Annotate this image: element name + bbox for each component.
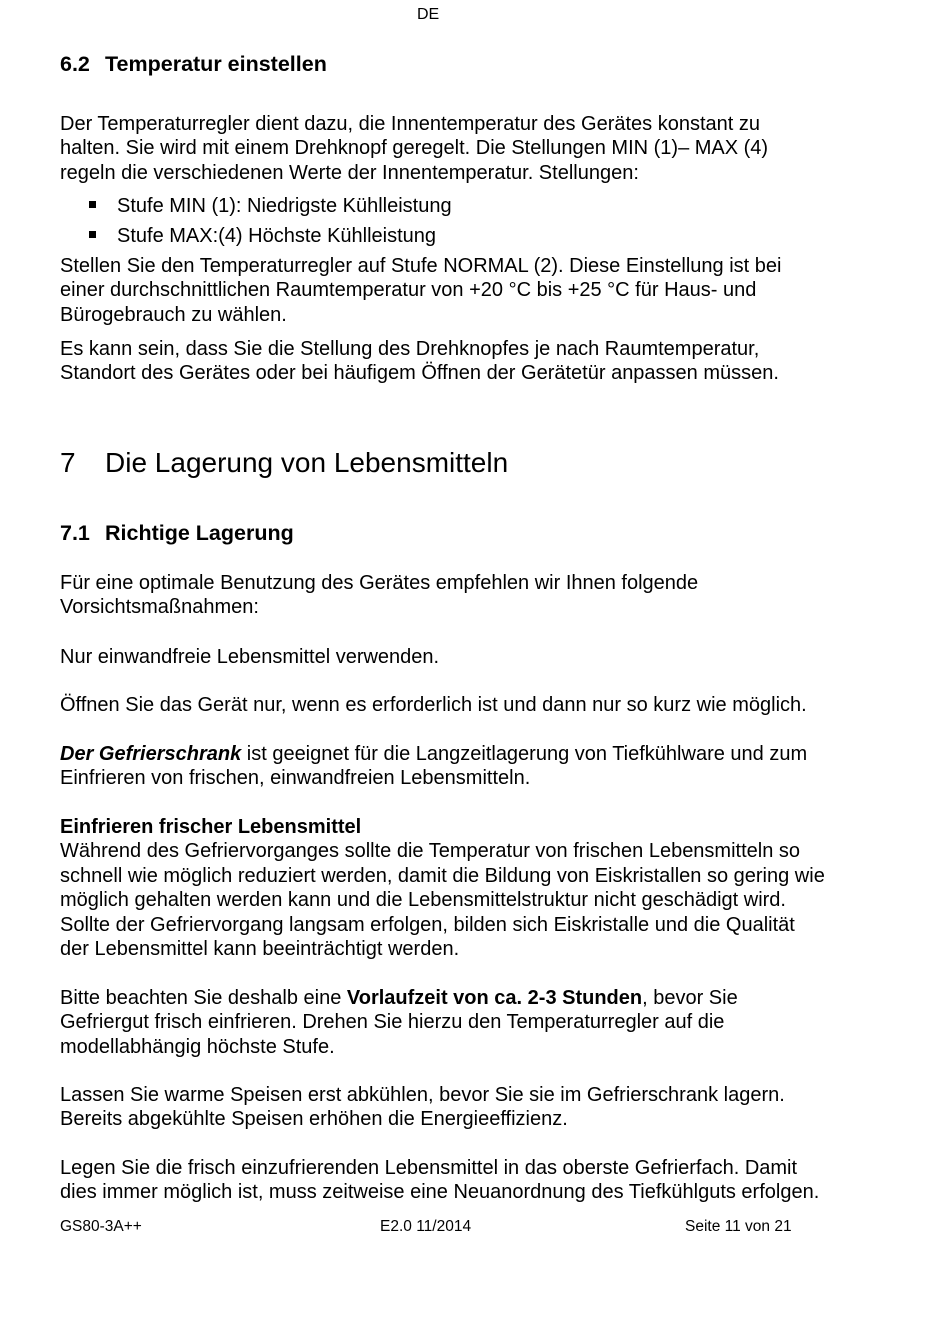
freezing-heading: Einfrieren frischer Lebensmittel xyxy=(60,816,362,838)
section-6-2-normal-setting xyxy=(60,254,781,327)
text-line: Sollte der Gefriervorgang langsam erfolgen, bilden sich Eiskristalle und die Qualität xyxy=(60,913,795,936)
text-line: einer durchschnittlichen Raumtemperatur von +20 °C bis +25 °C für Haus- und xyxy=(60,279,757,302)
lead-time-pre: Bitte beachten Sie deshalb eine xyxy=(60,987,347,1009)
bullet-square-icon xyxy=(89,201,96,208)
text-line: schnell wie möglich reduziert werden, damit die Bildung von Eiskristallen so gering wie xyxy=(60,864,825,887)
lead-time-bold: Vorlaufzeit von ca. 2-3 Stunden xyxy=(346,987,643,1009)
section-6-2-intro xyxy=(60,112,768,185)
text-line: regeln die verschiedenen Werte der Innentemperatur. Stellungen: xyxy=(60,161,639,184)
footer-page-number: Seite 11 von 21 xyxy=(685,1218,792,1235)
freezer-purpose xyxy=(60,742,807,791)
text-line: Vorsichtsmaßnahmen: xyxy=(60,596,259,619)
footer-model: GS80-3A++ xyxy=(60,1218,142,1235)
freezing-section xyxy=(60,815,825,961)
door-opening-note: Öffnen Sie das Gerät nur, wenn es erforderlich ist und dann nur so kurz wie möglich. xyxy=(60,694,807,716)
section-7-1-number: 7.1 xyxy=(60,521,90,545)
text-line: Bürogebrauch zu wählen. xyxy=(60,303,287,326)
freezer-emphasis: Der Gefrierschrank xyxy=(60,743,242,765)
bullet-item-max: Stufe MAX:(4) Höchste Kühlleistung xyxy=(117,225,437,247)
compartment-note xyxy=(60,1156,819,1205)
section-7-1-title: Richtige Lagerung xyxy=(105,521,294,545)
bullet-square-icon xyxy=(89,231,96,238)
bullet-item-min: Stufe MIN (1): Niedrigste Kühlleistung xyxy=(117,195,452,217)
text-line: Während des Gefriervorganges sollte die Temperatur von frischen Lebensmitteln so xyxy=(60,840,801,863)
text-line: Einfrieren von frischen, einwandfreien Lebensmitteln. xyxy=(60,767,531,790)
text-line: dies immer möglich ist, muss zeitweise eine Neuanordnung des Tiefkühlguts erfolgen. xyxy=(60,1181,820,1204)
text-line: modellabhängig höchste Stufe. xyxy=(60,1035,335,1058)
warm-food-note xyxy=(60,1083,785,1132)
section-6-2-adjust-note xyxy=(60,337,779,386)
text-line: Stellen Sie den Temperaturregler auf Stufe NORMAL (2). Diese Einstellung ist bei xyxy=(60,255,782,277)
text-line: Der Temperaturregler dient dazu, die Innentemperatur des Gerätes konstant zu xyxy=(60,113,761,135)
text-line: Es kann sein, dass Sie die Stellung des Drehknopfes je nach Raumtemperatur, xyxy=(60,338,760,360)
text-line: halten. Sie wird mit einem Drehknopf geregelt. Die Stellungen MIN (1)– MAX (4) xyxy=(60,137,769,160)
lead-time-note xyxy=(60,986,738,1059)
food-quality-note: Nur einwandfreie Lebensmittel verwenden. xyxy=(60,646,440,668)
section-7-title: Die Lagerung von Lebensmitteln xyxy=(105,447,509,478)
section-6-2-number: 6.2 xyxy=(60,52,90,76)
text-line: Bereits abgekühlte Speisen erhöhen die Energieeffizienz. xyxy=(60,1108,568,1131)
footer-version: E2.0 11/2014 xyxy=(380,1218,472,1235)
text-line xyxy=(60,742,807,766)
lead-time-post: , bevor Sie xyxy=(642,987,738,1009)
text-line: Gefriergut frisch einfrieren. Drehen Sie hierzu den Temperaturregler auf die xyxy=(60,1011,725,1034)
freezer-purpose-text: ist geeignet für die Langzeitlagerung von Tiefkühlware und zum xyxy=(241,743,808,765)
text-line: Lassen Sie warme Speisen erst abkühlen, bevor Sie sie im Gefrierschrank lagern. xyxy=(60,1084,785,1106)
text-line: möglich gehalten werden kann und die Lebensmittelstruktur nicht geschädigt wird. xyxy=(60,889,786,912)
language-code: DE xyxy=(417,6,440,23)
section-7-number: 7 xyxy=(60,447,76,478)
text-line: der Lebensmittel kann beeinträchtigt werden. xyxy=(60,938,460,961)
text-line: Legen Sie die frisch einzufrierenden Lebensmittel in das oberste Gefrierfach. Damit xyxy=(60,1157,798,1179)
text-line: Standort des Gerätes oder bei häufigem Öffnen der Gerätetür anpassen müssen. xyxy=(60,362,779,385)
section-7-1-intro xyxy=(60,571,698,620)
section-6-2-title: Temperatur einstellen xyxy=(105,52,327,76)
text-line xyxy=(60,986,738,1010)
text-line: Für eine optimale Benutzung des Gerätes empfehlen wir Ihnen folgende xyxy=(60,572,699,594)
